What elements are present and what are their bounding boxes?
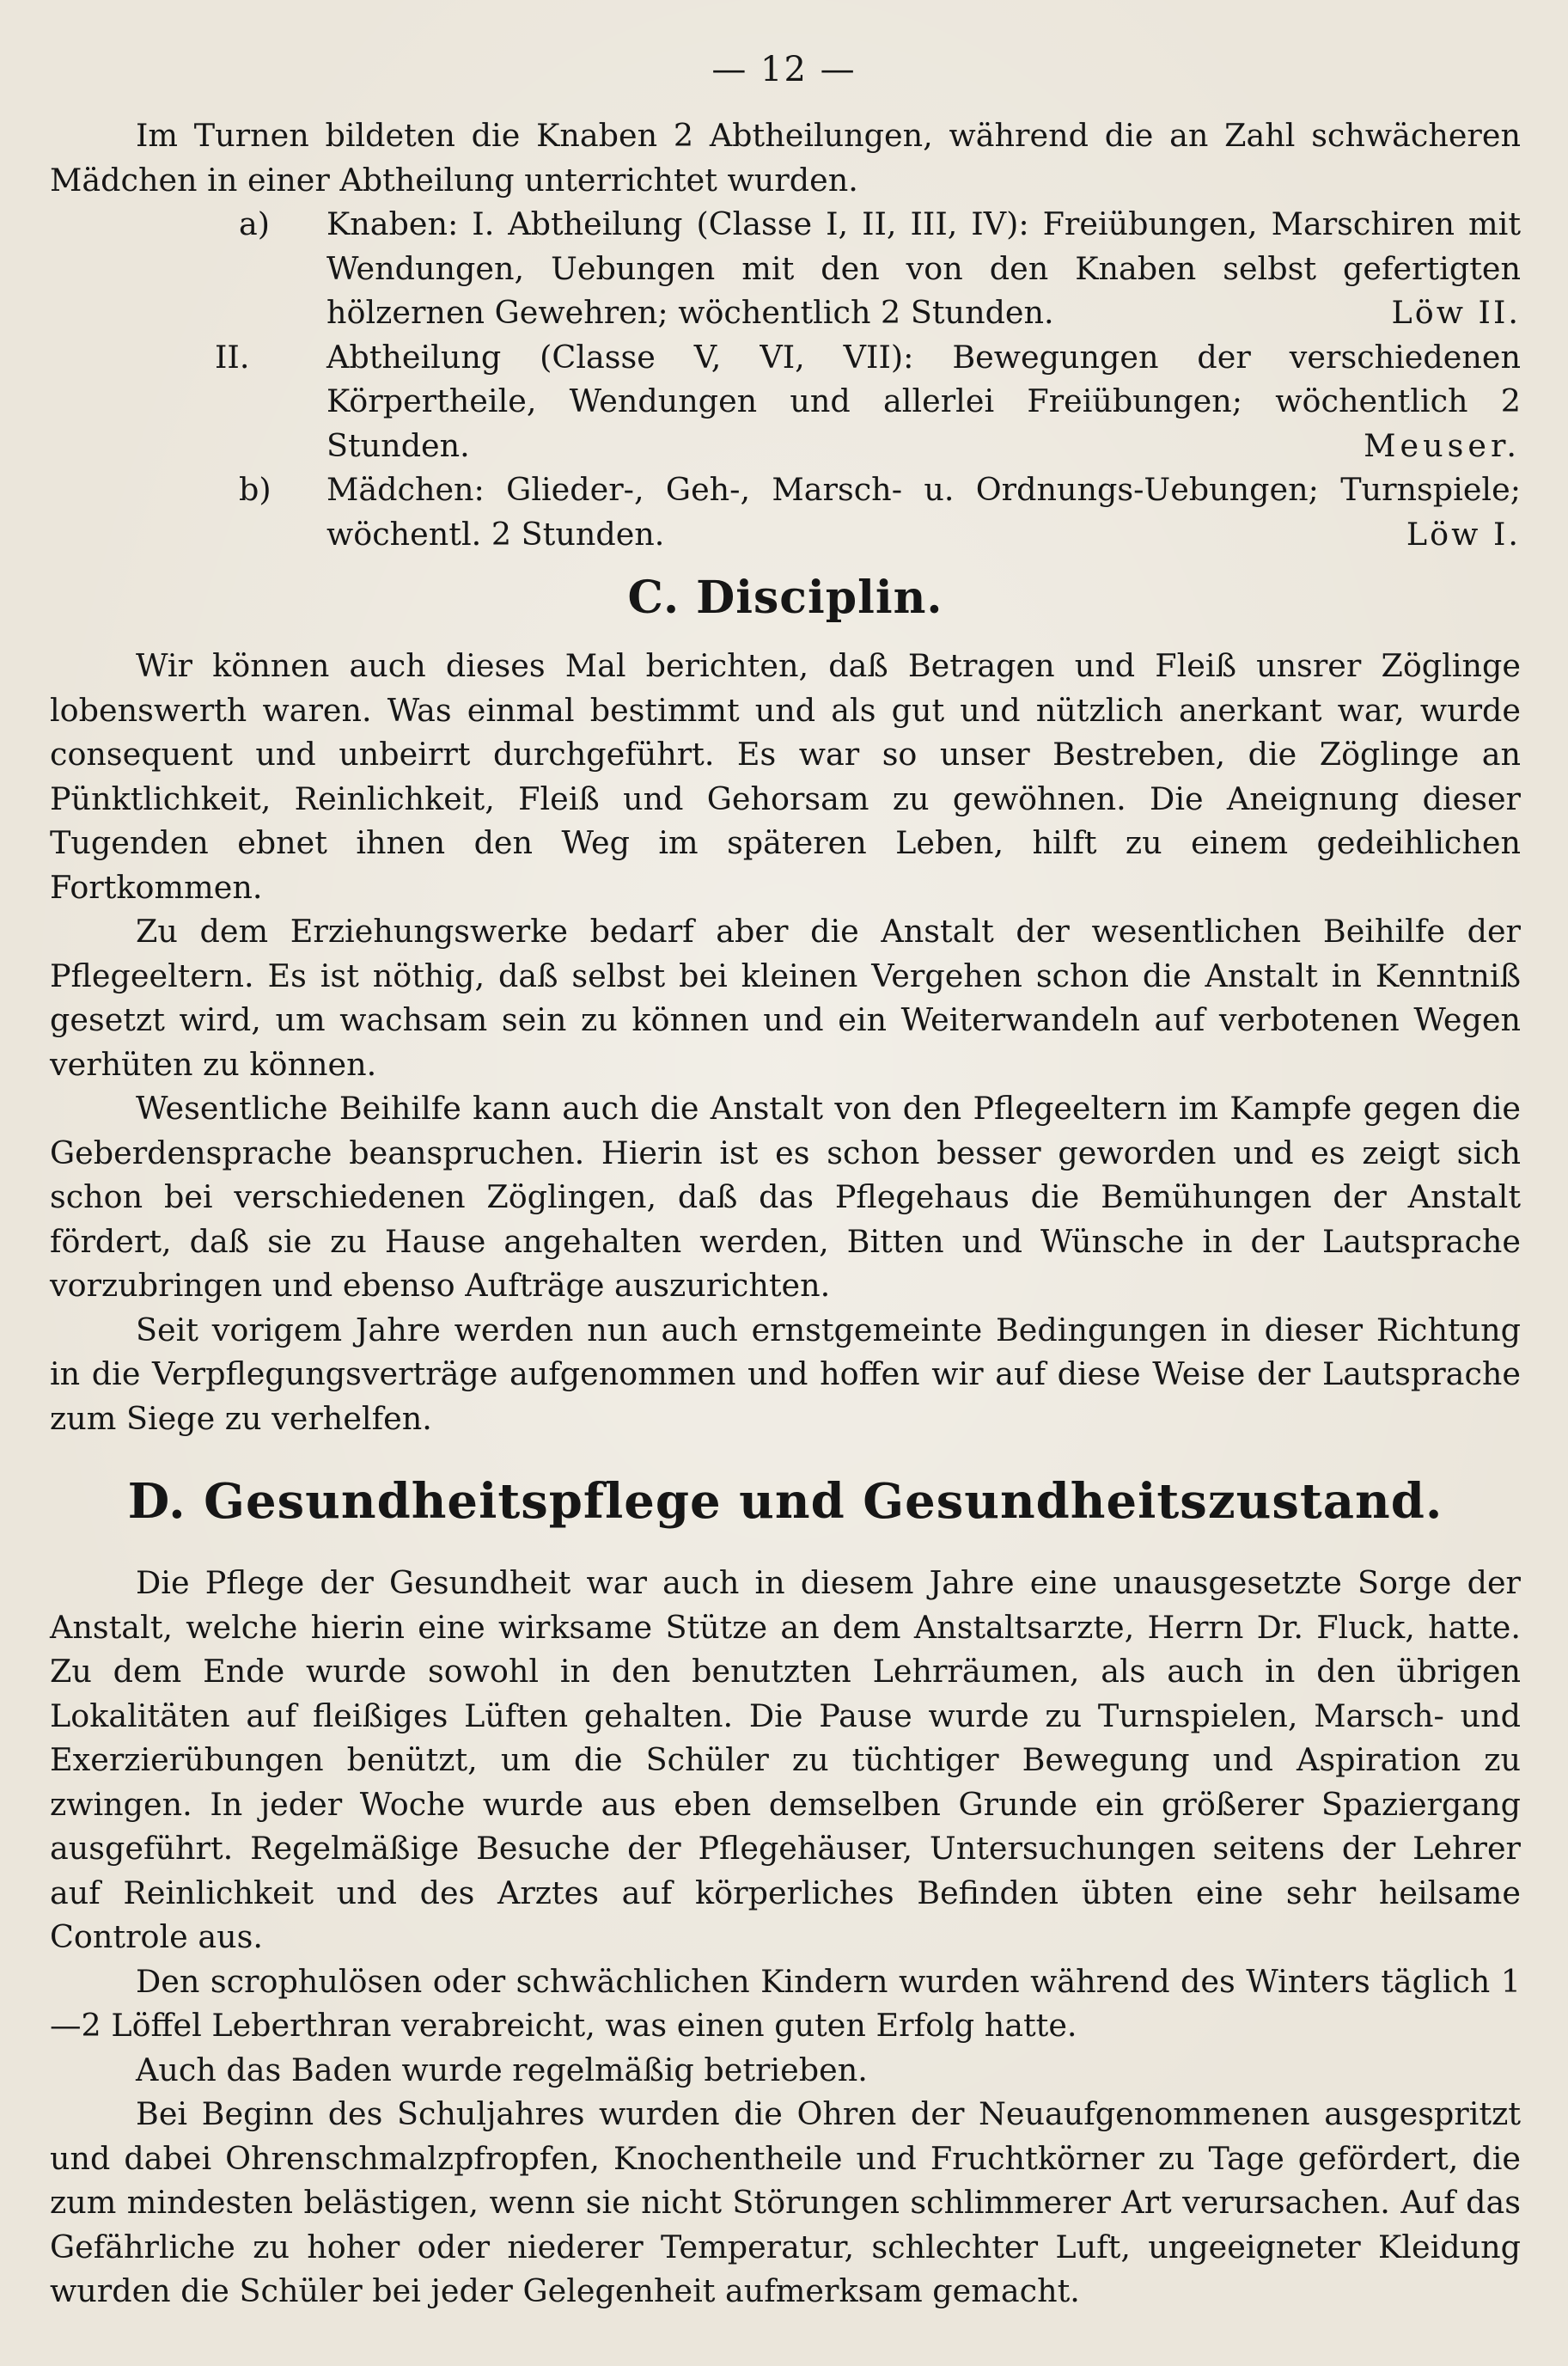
item-b-body: [326, 468, 1521, 556]
section-d-paragraph-2: Den scrophulösen oder schwächlichen Kindern wurden während des Winters täglich 1—2 Löffel Leberthran verabreicht, was einen guten Erfolg hatte.: [50, 1962, 1521, 2044]
section-d-paragraph-1: Die Pflege der Gesundheit war auch in diesem Jahre eine unausgesetzte Sorge der Anstalt, welche hierin eine wirksame Stütze an dem Anstaltsarzte, Herrn Dr. Fluck, hatte. Zu dem Ende wurde sowohl in den benutzten Lehrräumen, als auch in den übrigen Lokalitäten auf fleißiges Lüften gehalten. Die Pause wurde zu Turnspielen, Marsch- und Exerzierübungen benützt, um die Schüler zu tüchtiger Bewegung und Aspiration zu zwingen. In jeder Woche wurde aus eben demselben Grunde ein größerer Spaziergang ausgeführt. Regelmäßige Besuche der Pflegehäuser, Untersuchungen seitens der Lehrer auf Reinlichkeit und des Arztes auf körperliches Befinden übten eine sehr heilsame Controle aus.: [50, 1564, 1521, 1955]
item-b-teacher: Löw I.: [1406, 515, 1521, 553]
item-a-body: [326, 202, 1521, 335]
section-d-heading: D. Gesundheitspflege und Gesundheitszustand.: [127, 1473, 1443, 1530]
item-ii-label: II.: [215, 338, 250, 376]
item-b-text: Mädchen: Glieder-, Geh-, Marsch- u. Ordnungs-Uebungen; Turnspiele; wöchentl. 2 Stunden.: [326, 471, 1521, 553]
section-c-paragraph-4: Seit vorigem Jahre werden nun auch ernstgemeinte Bedingungen in dieser Richtung in die Verpflegungsverträge aufgenommen und hoffen wir auf diese Weise der Lautsprache zum Siege zu verhelfen.: [50, 1311, 1521, 1437]
section-c-paragraph-1: Wir können auch dieses Mal berichten, daß Betragen und Fleiß unsrer Zöglinge lobenswerth waren. Was einmal bestimmt und als gut und nützlich anerkant war, wurde consequent und unbeirrt durchgeführt. Es war so unser Bestreben, die Zöglinge an Pünktlichkeit, Reinlichkeit, Fleiß und Gehorsam zu gewöhnen. Die Aneignung dieser Tugenden ebnet ihnen den Weg im späteren Leben, hilft zu einem gedeihlichen Fortkommen.: [50, 647, 1521, 906]
section-c-paragraph-2: Zu dem Erziehungswerke bedarf aber die Anstalt der wesentlichen Beihilfe der Pflegeeltern. Es ist nöthig, daß selbst bei kleinen Vergehen schon die Anstalt in Kenntniß gesetzt wird, um wachsam sein zu können und ein Weiterwandeln auf verbotenen Wegen verhüten zu können.: [50, 913, 1521, 1083]
item-a-teacher: Löw II.: [1391, 294, 1521, 331]
page-number: — 12 —: [711, 50, 857, 89]
turnen-item-a: [50, 202, 1521, 335]
page-content: [50, 113, 1521, 2314]
section-d-paragraph-3: Auch das Baden wurde regelmäßig betrieben.: [136, 2051, 868, 2088]
turnen-item-b: [50, 468, 1521, 556]
item-ii-teacher: Meuser.: [1364, 426, 1521, 464]
section-d-paragraph-4: Bei Beginn des Schuljahres wurden die Ohren der Neuaufgenommenen ausgespritzt und dabei Ohrenschmalzpfropfen, Knochentheile und Fruchtkörner zu Tage gefördert, die zum mindesten belästigen, wenn sie nicht Störungen schlimmerer Art verursachen. Auf das Gefährliche zu hoher oder niederer Temperatur, schlechter Luft, ungeeigneter Kleidung wurden die Schüler bei jeder Gelegenheit aufmerksam gemacht.: [50, 2095, 1521, 2309]
item-ii-body: [326, 335, 1521, 468]
item-a-label: a): [239, 205, 271, 242]
item-a-text: Knaben: I. Abtheilung (Classe I, II, III, IV): Freiübungen, Marschiren mit Wendungen, Uebungen mit den von den Knaben selbst gefertigten hölzernen Gewehren; wöchentlich 2 Stunden.: [326, 205, 1521, 331]
section-c-paragraph-3: Wesentliche Beihilfe kann auch die Anstalt von den Pflegeeltern im Kampfe gegen die Geberdensprache beanspruchen. Hierin ist es schon besser geworden und es zeigt sich schon bei verschiedenen Zöglingen, daß das Pflegehaus die Bemühungen der Anstalt fördert, daß sie zu Hause angehalten werden, Bitten und Wünsche in der Lautsprache vorzubringen und ebenso Aufträge auszurichten.: [50, 1090, 1521, 1304]
section-c-heading: C. Disciplin.: [627, 572, 943, 624]
turnen-intro: Im Turnen bildeten die Knaben 2 Abtheilungen, während die an Zahl schwächeren Mädchen in einer Abtheilung unterrichtet wurden.: [50, 117, 1521, 199]
item-b-label: b): [239, 471, 272, 508]
turnen-item-ii: [50, 335, 1521, 468]
item-ii-text: Abtheilung (Classe V, VI, VII): Bewegungen der verschiedenen Körpertheile, Wendungen und allerlei Freiübungen; wöchentlich 2 Stunden.: [326, 338, 1521, 464]
